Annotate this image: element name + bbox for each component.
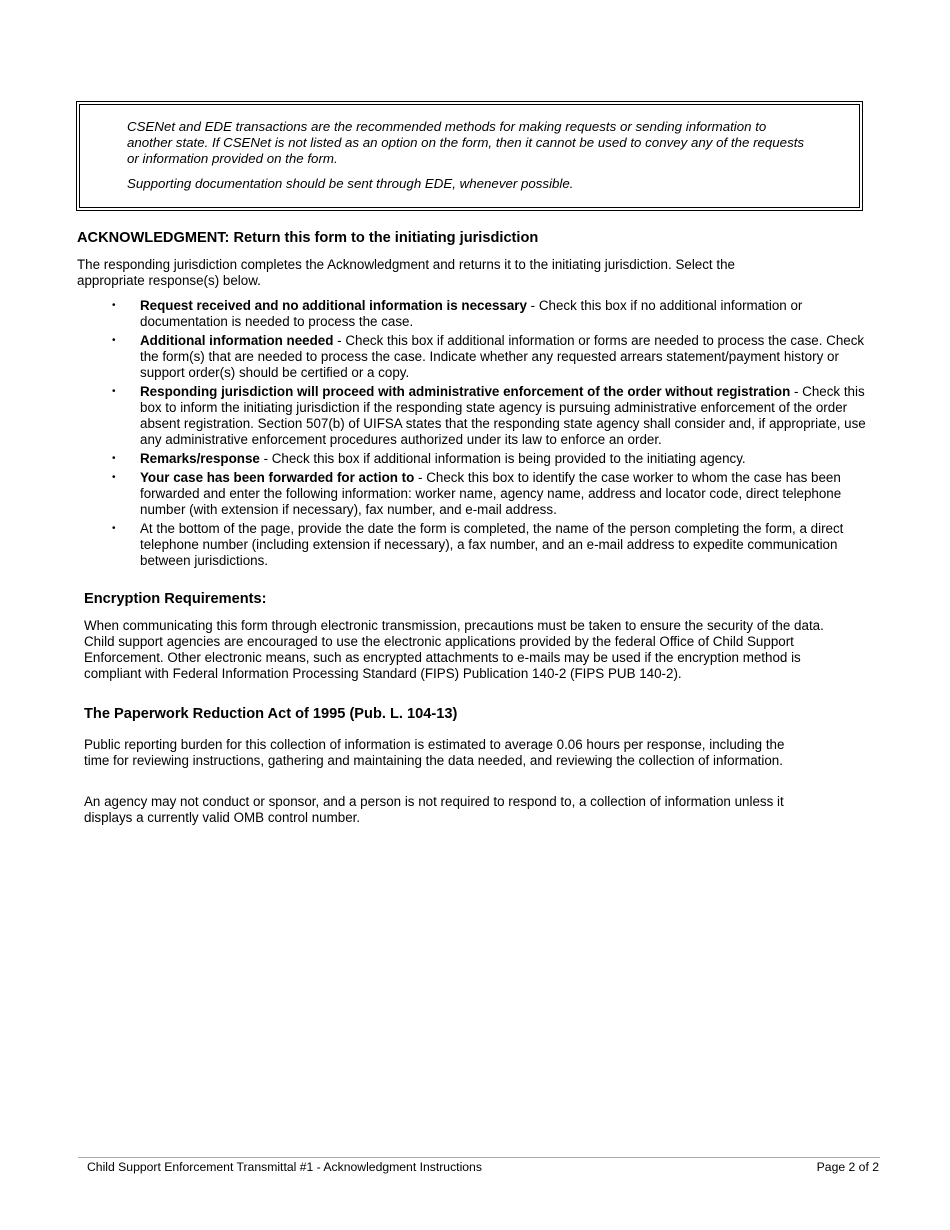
encryption-title: Encryption Requirements: bbox=[84, 591, 267, 607]
footer-page-number: Page 2 of 2 bbox=[816, 1160, 879, 1174]
bullet-icon: • bbox=[112, 300, 116, 311]
list-item bbox=[112, 521, 876, 569]
paperwork-omb-paragraph: An agency may not conduct or sponsor, and a person is not required to respond to, a collection of information unless it displays a currently valid OMB control number. bbox=[84, 794, 784, 825]
notice-paragraph-ede: Supporting documentation should be sent through EDE, whenever possible. bbox=[127, 176, 574, 191]
bullet-icon: • bbox=[112, 335, 116, 346]
list-item-heading: Remarks/response bbox=[140, 451, 260, 466]
list-item bbox=[112, 384, 876, 448]
footer-form-title: Child Support Enforcement Transmittal #1 - Acknowledgment Instructions bbox=[87, 1160, 482, 1174]
list-item bbox=[112, 470, 876, 518]
list-item-text: - Check this box if additional information or forms are needed to process the case. Check the form(s) that are needed to process the case. Indicate whether any requested arrears statement/payment history or support order(s) should be certified or a copy. bbox=[140, 333, 865, 380]
list-item bbox=[112, 333, 876, 381]
list-item-heading: Your case has been forwarded for action to bbox=[140, 470, 415, 485]
list-item bbox=[112, 451, 876, 467]
paperwork-burden-paragraph: Public reporting burden for this collection of information is estimated to average 0.06 hours per response, including the time for reviewing instructions, gathering and maintaining the data needed, and reviewing the collection of information. bbox=[84, 737, 785, 768]
list-item-text: - Check this box if no additional information or documentation is needed to process the case. bbox=[140, 298, 803, 329]
encryption-body: When communicating this form through electronic transmission, precautions must be taken to ensure the security of the data. Child support agencies are encouraged to use the electronic applications provided by the federal Office of Child Support Enforcement. Other electronic means, such as encrypted attachments to e-mails may be used if the encryption method is compliant with Federal Information Processing Standard (FIPS) Publication 140-2 (FIPS PUB 140-2). bbox=[84, 618, 824, 681]
list-item-heading: Request received and no additional information is necessary bbox=[140, 298, 527, 313]
bullet-icon: • bbox=[112, 472, 116, 483]
list-item-text: - Check this box to inform the initiating jurisdiction if the responding state agency is pursuing administrative enforcement of the order absent registration. Section 507(b) of UIFSA states that the responding state agency shall consider and, if appropriate, use any administrative enforcement procedures authorized under its law to enforce an order. bbox=[140, 384, 866, 447]
list-item-text: - Check this box if additional information is being provided to the initiating agency. bbox=[259, 451, 746, 466]
notice-box bbox=[76, 101, 863, 211]
notice-paragraph-csenet: CSENet and EDE transactions are the recommended methods for making requests or sending information to another state. If CSENet is not listed as an option on the form, then it cannot be used to convey any of the requests or information provided on the form. bbox=[127, 119, 805, 166]
list-item-heading: Responding jurisdiction will proceed with administrative enforcement of the order without registration bbox=[140, 384, 791, 399]
list-item bbox=[112, 298, 876, 330]
list-item-heading: Additional information needed bbox=[140, 333, 334, 348]
list-item-text: At the bottom of the page, provide the date the form is completed, the name of the person completing the form, a direct telephone number (including extension if necessary), a fax number, and an e-mail address to expedite communication between jurisdictions. bbox=[140, 521, 844, 568]
bullet-icon: • bbox=[112, 523, 116, 534]
acknowledgment-intro: The responding jurisdiction completes the Acknowledgment and returns it to the initiating jurisdiction. Select the appropriate response(s) below. bbox=[77, 257, 735, 288]
paperwork-act-title: The Paperwork Reduction Act of 1995 (Pub. L. 104-13) bbox=[84, 706, 458, 722]
acknowledgment-title: ACKNOWLEDGMENT: Return this form to the initiating jurisdiction bbox=[77, 230, 539, 246]
footer-divider bbox=[78, 1157, 880, 1158]
list-item-text: - Check this box to identify the case worker to whom the case has been forwarded and enter the following information: worker name, agency name, address and locator code, direct telephone number (with extension if necessary), fax number, and e-mail address. bbox=[140, 470, 842, 517]
bullet-icon: • bbox=[112, 386, 116, 397]
acknowledgment-response-list bbox=[112, 298, 876, 572]
bullet-icon: • bbox=[112, 453, 116, 464]
